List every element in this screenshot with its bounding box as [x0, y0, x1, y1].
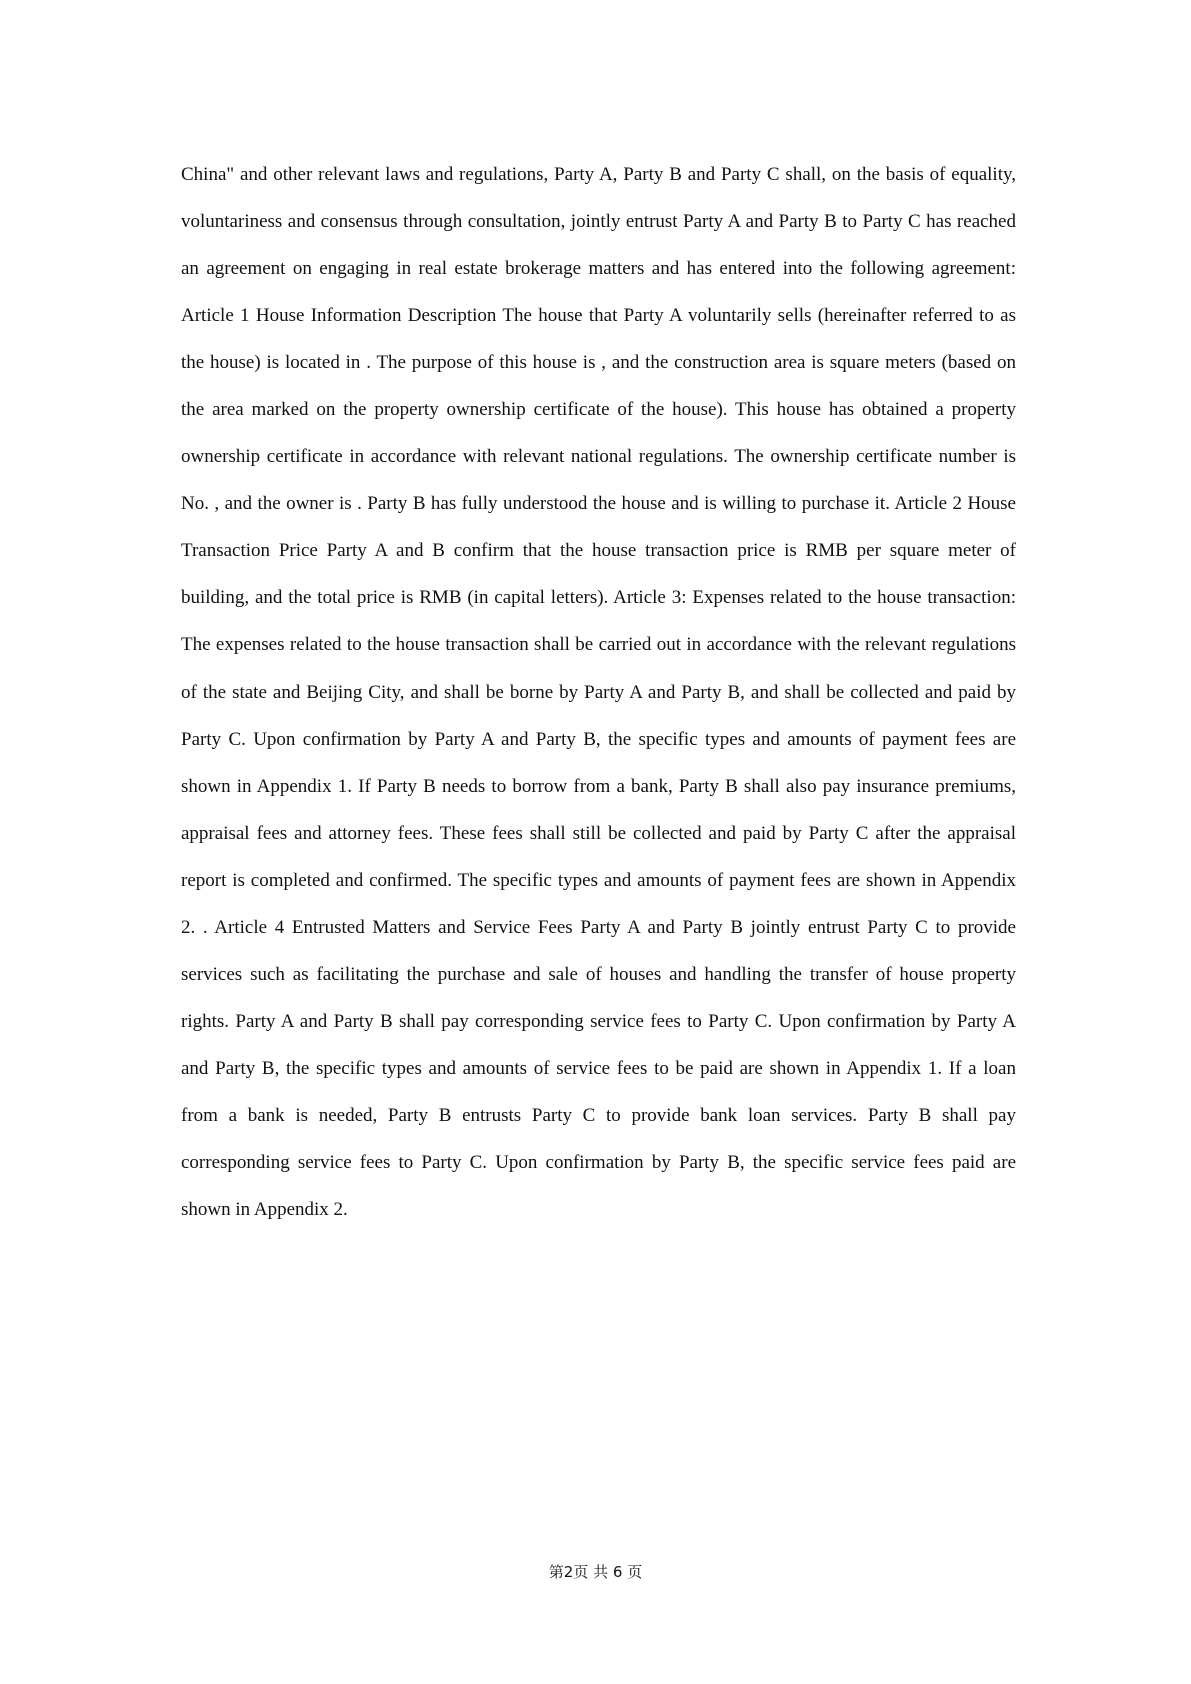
page-number-footer: 第2页 共 6 页: [548, 1563, 643, 1581]
body-paragraph: China" and other relevant laws and regulations, Party A, Party B and Party C shall, on the basis of equality, voluntariness and consensus through consultation, jointly entrust Party A and Party B to Party C has reached an agreement on engaging in real estate brokerage matters and has entered into the following agreement: Article 1 House Information Description The house that Party A voluntarily sells (hereinafter referred to as the house) is located in . The purpose of this house is , and the construction area is square meters (based on the area marked on the property ownership certificate of the house). This house has obtained a property ownership certificate in accordance with relevant national regulations. The ownership certificate number is No. , and the owner is . Party B has fully understood the house and is willing to purchase it. Article 2 House Transaction Price Party A and B confirm that the house transaction price is RMB per square meter of building, and the total price is RMB (in capital letters). Article 3: Expenses related to the house transaction: The expenses related to the house transaction shall be carried out in accordance with the relevant regulations of the state and Beijing City, and shall be borne by Party A and Party B, and shall be collected and paid by Party C. Upon confirmation by Party A and Party B, the specific types and amounts of payment fees are shown in Appendix 1. If Party B needs to borrow from a bank, Party B shall also pay insurance premiums, appraisal fees and attorney fees. These fees shall still be collected and paid by Party C after the appraisal report is completed and confirmed. The specific types and amounts of payment fees are shown in Appendix 2. . Article 4 Entrusted Matters and Service Fees Party A and Party B jointly entrust Party C to provide services such as facilitating the purchase and sale of houses and handling the transfer of house property rights. Party A and Party B shall pay corresponding service fees to Party C. Upon confirmation by Party A and Party B, the specific types and amounts of service fees to be paid are shown in Appendix 1. If a loan from a bank is needed, Party B entrusts Party C to provide bank loan services. Party B shall pay corresponding service fees to Party C. Upon confirmation by Party B, the specific service fees paid are shown in Appendix 2.: [181, 164, 1016, 1221]
